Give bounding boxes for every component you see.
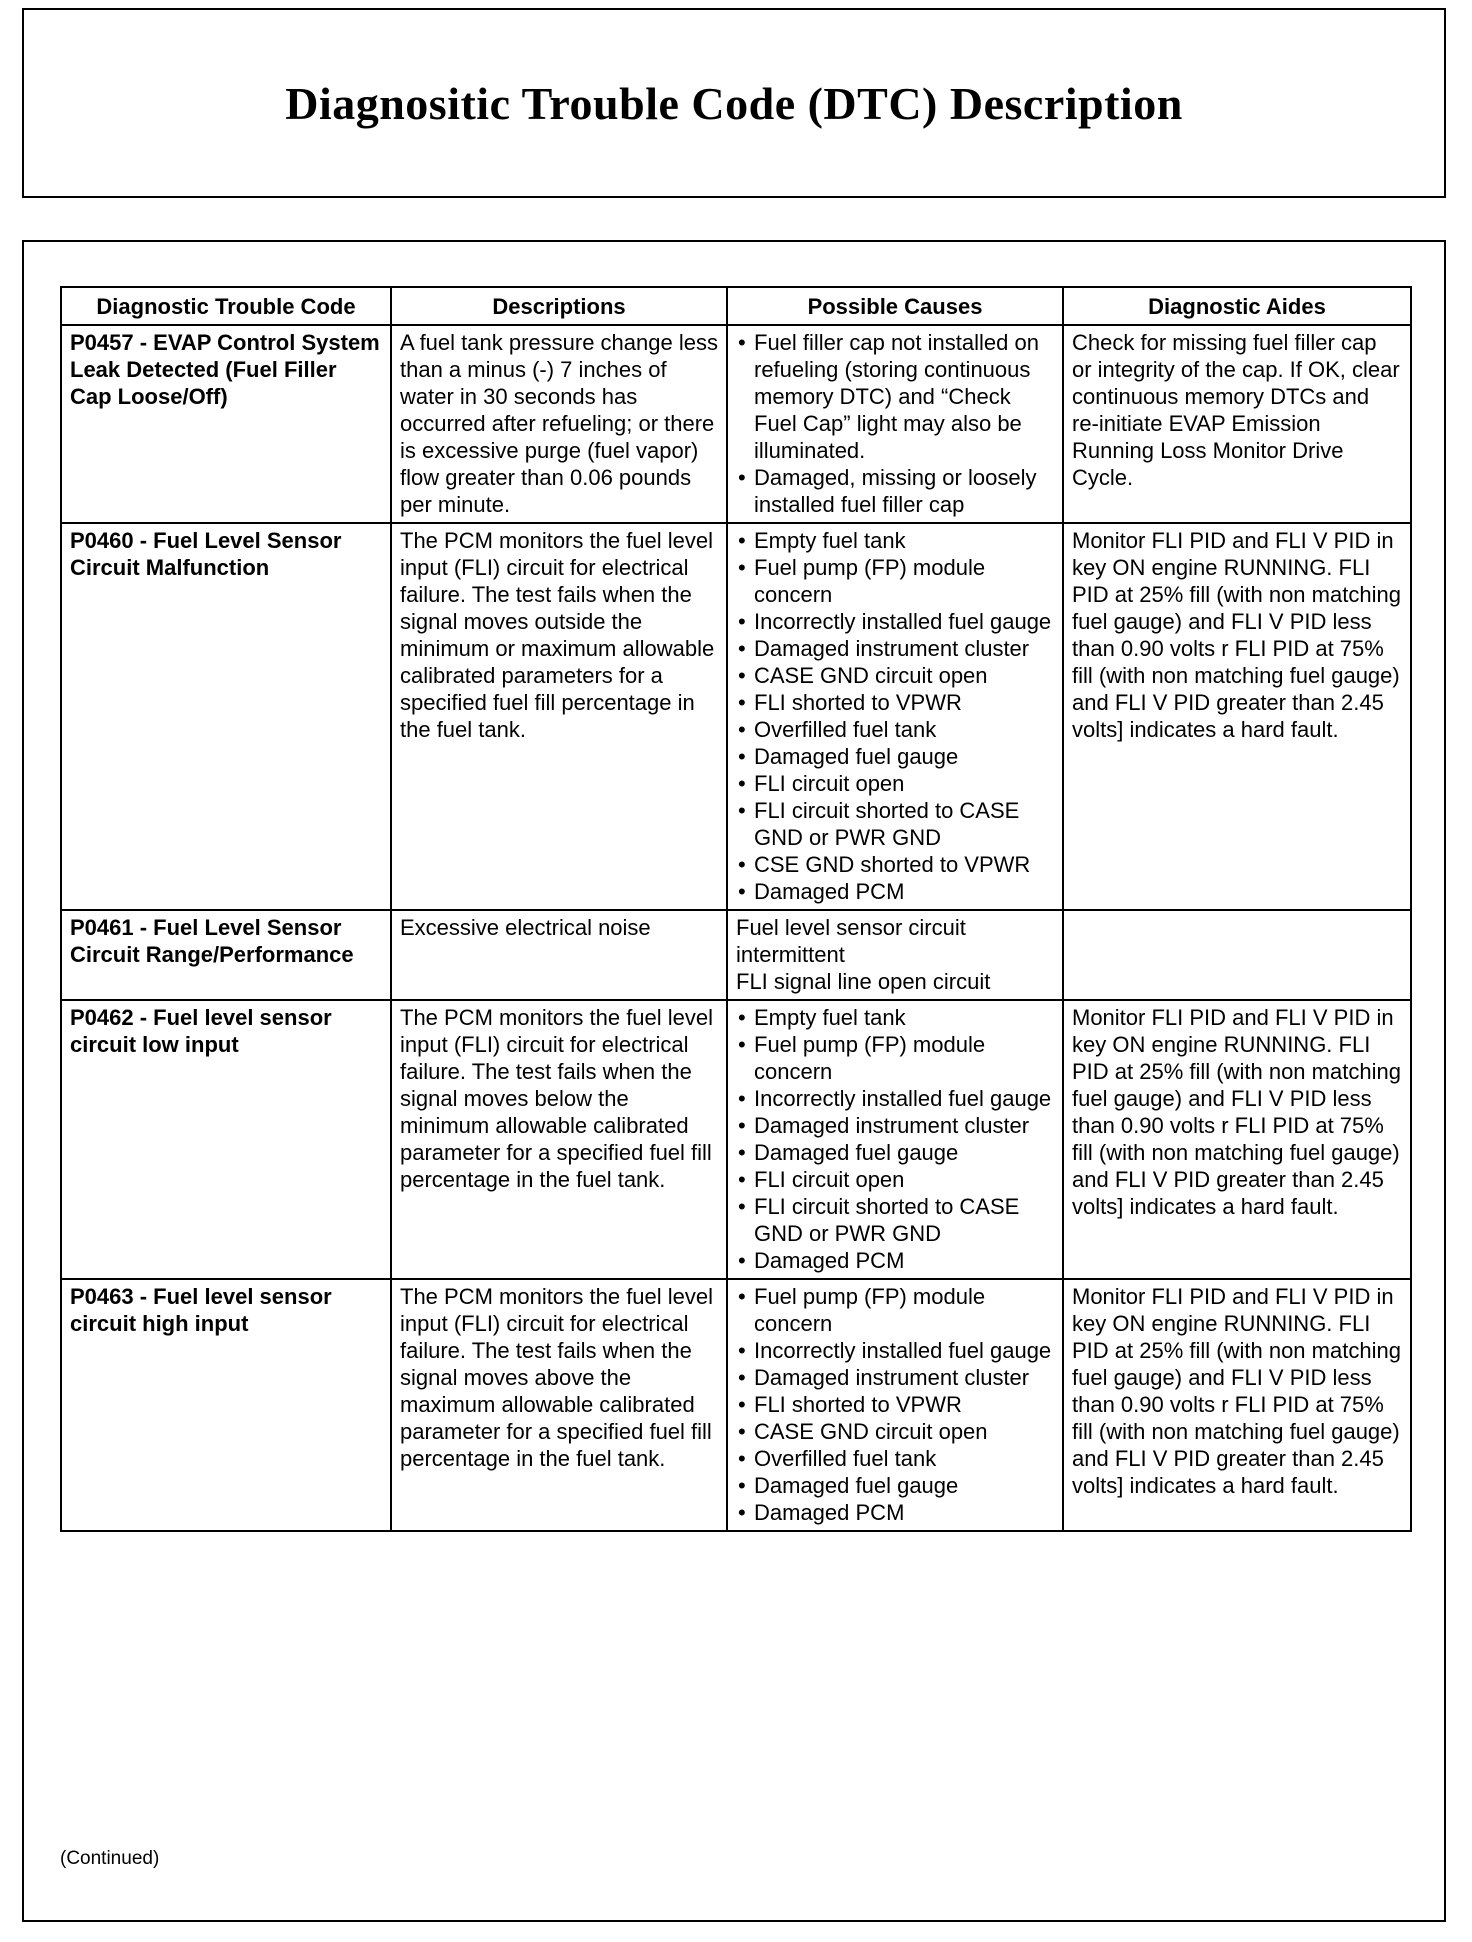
dtc-causes	[727, 1000, 1063, 1279]
dtc-causes	[727, 523, 1063, 910]
content-box	[22, 240, 1446, 1922]
dtc-aides: Monitor FLI PID and FLI V PID in key ON engine RUNNING. FLI PID at 25% fill (with non matching fuel gauge) and FLI V PID less than 0.90 volts r FLI PID at 75% fill (with non matching fuel gauge) and FLI V PID greater than 2.45 volts] indicates a hard fault.	[1063, 523, 1411, 910]
cause-item: • FLI circuit open	[736, 770, 1054, 797]
cause-item: • Damaged fuel gauge	[736, 1139, 1054, 1166]
dtc-code: P0457 - EVAP Control System Leak Detected (Fuel Filler Cap Loose/Off)	[61, 325, 391, 523]
dtc-causes	[727, 910, 1063, 1000]
dtc-aides: Monitor FLI PID and FLI V PID in key ON engine RUNNING. FLI PID at 25% fill (with non matching fuel gauge) and FLI V PID less than 0.90 volts r FLI PID at 75% fill (with non matching fuel gauge) and FLI V PID greater than 2.45 volts] indicates a hard fault.	[1063, 1279, 1411, 1531]
continued-note: (Continued)	[60, 1848, 160, 1869]
cause-item: • Overfilled fuel tank	[736, 716, 1054, 743]
cause-item: • CSE GND shorted to VPWR	[736, 851, 1054, 878]
title-box	[22, 8, 1446, 198]
table-row	[61, 910, 1411, 1000]
table-row	[61, 523, 1411, 910]
dtc-aides: Monitor FLI PID and FLI V PID in key ON engine RUNNING. FLI PID at 25% fill (with non matching fuel gauge) and FLI V PID less than 0.90 volts r FLI PID at 75% fill (with non matching fuel gauge) and FLI V PID greater than 2.45 volts] indicates a hard fault.	[1063, 1000, 1411, 1279]
table-row	[61, 1279, 1411, 1531]
cause-item: • Damaged PCM	[736, 878, 1054, 905]
header-diagnostic-aides: Diagnostic Aides	[1063, 287, 1411, 325]
dtc-code: P0461 - Fuel Level Sensor Circuit Range/Performance	[61, 910, 391, 1000]
cause-item: • CASE GND circuit open	[736, 1418, 1054, 1445]
cause-item: • Damaged PCM	[736, 1499, 1054, 1526]
cause-item: • Incorrectly installed fuel gauge	[736, 608, 1054, 635]
cause-item: • Incorrectly installed fuel gauge	[736, 1085, 1054, 1112]
cause-item: • Incorrectly installed fuel gauge	[736, 1337, 1054, 1364]
cause-item: • Damaged instrument cluster	[736, 1364, 1054, 1391]
table-row	[61, 1000, 1411, 1279]
header-code: Diagnostic Trouble Code	[61, 287, 391, 325]
dtc-description: The PCM monitors the fuel level input (FLI) circuit for electrical failure. The test fails when the signal moves below the minimum allowable calibrated parameter for a specified fuel fill percentage in the fuel tank.	[391, 1000, 727, 1279]
dtc-description: The PCM monitors the fuel level input (FLI) circuit for electrical failure. The test fails when the signal moves outside the minimum or maximum allowable calibrated parameters for a specified fuel fill percentage in the fuel tank.	[391, 523, 727, 910]
cause-item: • Damaged instrument cluster	[736, 635, 1054, 662]
table-row	[61, 325, 1411, 523]
dtc-description: The PCM monitors the fuel level input (FLI) circuit for electrical failure. The test fails when the signal moves above the maximum allowable calibrated parameter for a specified fuel fill percentage in the fuel tank.	[391, 1279, 727, 1531]
dtc-code: P0460 - Fuel Level Sensor Circuit Malfunction	[61, 523, 391, 910]
cause-item: • Fuel pump (FP) module concern	[736, 554, 1054, 608]
dtc-aides	[1063, 910, 1411, 1000]
cause-item: • Damaged fuel gauge	[736, 743, 1054, 770]
cause-item: • Fuel pump (FP) module concern	[736, 1031, 1054, 1085]
cause-line: FLI signal line open circuit	[736, 969, 991, 994]
cause-line: Fuel level sensor circuit intermittent	[736, 915, 966, 967]
dtc-causes	[727, 325, 1063, 523]
cause-item: • FLI shorted to VPWR	[736, 1391, 1054, 1418]
cause-item: • Empty fuel tank	[736, 1004, 1054, 1031]
cause-item: • FLI circuit open	[736, 1166, 1054, 1193]
dtc-description: A fuel tank pressure change less than a minus (-) 7 inches of water in 30 seconds has occurred after refueling; or there is excessive purge (fuel vapor) flow greater than 0.06 pounds per minute.	[391, 325, 727, 523]
cause-item: • FLI circuit shorted to CASE GND or PWR GND	[736, 1193, 1054, 1247]
cause-item: • Damaged, missing or loosely installed fuel filler cap	[736, 464, 1054, 518]
cause-item: • Fuel pump (FP) module concern	[736, 1283, 1054, 1337]
dtc-description: Excessive electrical noise	[391, 910, 727, 1000]
cause-item: • Fuel filler cap not installed on refueling (storing continuous memory DTC) and “Check Fuel Cap” light may also be illuminated.	[736, 329, 1054, 464]
page-title: Diagnositic Trouble Code (DTC) Description	[285, 77, 1183, 129]
cause-item: • Damaged PCM	[736, 1247, 1054, 1274]
dtc-table	[60, 286, 1412, 1532]
dtc-code: P0463 - Fuel level sensor circuit high input	[61, 1279, 391, 1531]
cause-item: • Empty fuel tank	[736, 527, 1054, 554]
dtc-code: P0462 - Fuel level sensor circuit low input	[61, 1000, 391, 1279]
cause-item: • FLI circuit shorted to CASE GND or PWR GND	[736, 797, 1054, 851]
header-possible-causes: Possible Causes	[727, 287, 1063, 325]
cause-item: • FLI shorted to VPWR	[736, 689, 1054, 716]
cause-item: • Damaged instrument cluster	[736, 1112, 1054, 1139]
cause-item: • Overfilled fuel tank	[736, 1445, 1054, 1472]
cause-item: • CASE GND circuit open	[736, 662, 1054, 689]
dtc-causes	[727, 1279, 1063, 1531]
dtc-aides: Check for missing fuel filler cap or integrity of the cap. If OK, clear continuous memory DTCs and re-initiate EVAP Emission Running Loss Monitor Drive Cycle.	[1063, 325, 1411, 523]
header-descriptions: Descriptions	[391, 287, 727, 325]
cause-item: • Damaged fuel gauge	[736, 1472, 1054, 1499]
table-header-row	[61, 287, 1411, 325]
